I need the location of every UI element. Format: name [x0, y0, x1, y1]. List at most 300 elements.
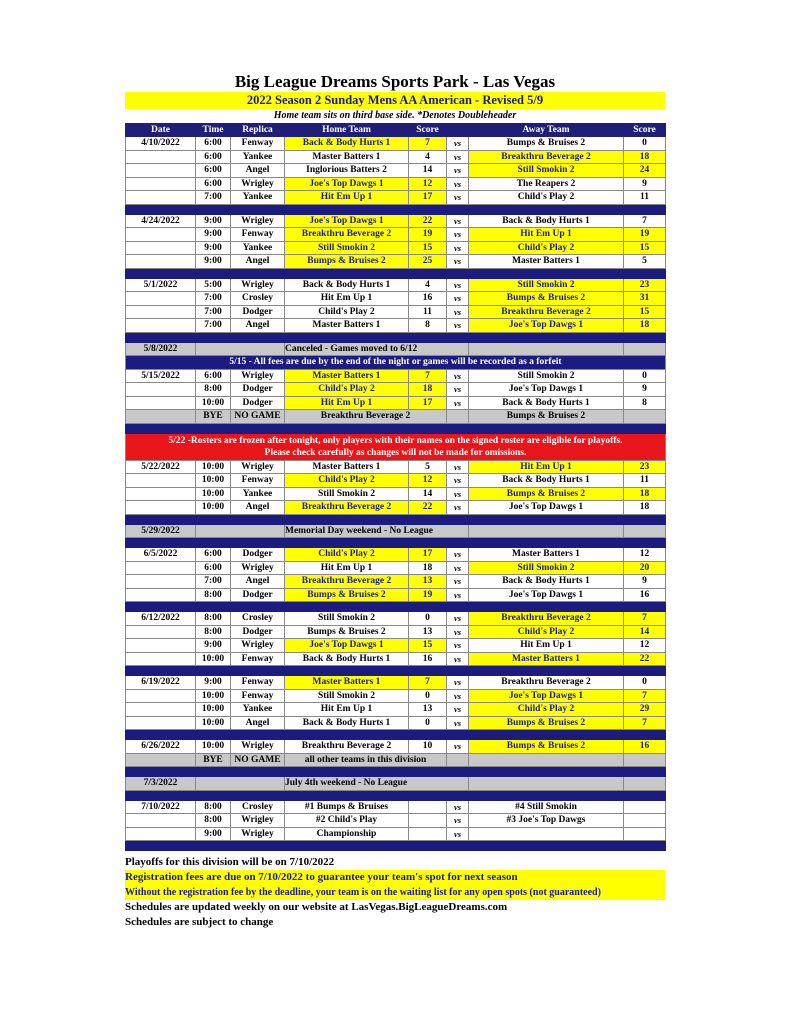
game-row: [126, 716, 666, 730]
away-team: Back & Body Hurts 1: [469, 396, 624, 410]
vs-label: vs: [447, 689, 469, 703]
game-date: [126, 396, 196, 410]
home-score: 17: [409, 396, 447, 410]
game-row: [126, 487, 666, 501]
vs-label: vs: [447, 460, 469, 474]
blank-cell: [126, 753, 196, 767]
week-date: 5/29/2022: [126, 524, 196, 538]
home-score: 5: [409, 460, 447, 474]
game-date: [126, 150, 196, 164]
away-team: Breakthru Beverage 2: [469, 612, 624, 626]
home-team: #2 Child's Play: [285, 814, 409, 828]
separator-cell: [126, 730, 666, 740]
fees-due-banner: [126, 356, 666, 370]
vs-label: vs: [447, 561, 469, 575]
game-date: 6/5/2022: [126, 548, 196, 562]
home-score: 12: [409, 177, 447, 191]
home-score: 0: [409, 716, 447, 730]
roster-freeze-line-1: 5/22 -Rosters are frozen after tonight, only players with their names on the signed roster are eligible for playoffs.: [168, 435, 623, 446]
game-row: [126, 501, 666, 515]
separator-cell: [126, 538, 666, 548]
game-date: [126, 575, 196, 589]
game-row: [126, 305, 666, 319]
home-score: 4: [409, 150, 447, 164]
week-separator: [126, 790, 666, 800]
away-score: 0: [624, 676, 666, 690]
column-header-home-score: Score: [409, 124, 447, 137]
roster-freeze-line-2: Please check carefully as changes will not be made for omissions.: [264, 447, 527, 458]
game-time: 7:00: [196, 319, 231, 333]
away-score: 23: [624, 278, 666, 292]
playoffs-note: Playoffs for this division will be on 7/10/2022: [125, 856, 335, 868]
game-row: [126, 676, 666, 690]
game-date: [126, 639, 196, 653]
away-score: 23: [624, 460, 666, 474]
game-row: [126, 460, 666, 474]
game-row: [126, 561, 666, 575]
game-time: 8:00: [196, 612, 231, 626]
separator-cell: [126, 602, 666, 612]
away-score: [624, 814, 666, 828]
game-time: 6:00: [196, 164, 231, 178]
home-score: 14: [409, 487, 447, 501]
field-replica: Wrigley: [231, 278, 285, 292]
game-date: [126, 487, 196, 501]
away-score: 5: [624, 255, 666, 269]
game-date: [126, 241, 196, 255]
home-team: Joe's Top Dawgs 1: [285, 214, 409, 228]
fees-due-text: 5/15 - All fees are due by the end of the night or games will be recorded as a forfeit: [126, 356, 666, 370]
away-team: Back & Body Hurts 1: [469, 575, 624, 589]
vs-label: vs: [447, 703, 469, 717]
game-row: [126, 150, 666, 164]
away-team: Master Batters 1: [469, 652, 624, 666]
game-date: [126, 191, 196, 205]
game-time: 8:00: [196, 814, 231, 828]
week-separator: [126, 514, 666, 524]
vs-label: vs: [447, 474, 469, 488]
field-replica: Wrigley: [231, 561, 285, 575]
home-team: Child's Play 2: [285, 474, 409, 488]
game-row: [126, 292, 666, 306]
game-date: [126, 319, 196, 333]
game-time: 10:00: [196, 487, 231, 501]
game-time: 5:00: [196, 278, 231, 292]
column-header-replica: Replica: [231, 124, 285, 137]
away-score: 12: [624, 639, 666, 653]
field-replica: Dodger: [231, 548, 285, 562]
home-team: Master Batters 1: [285, 150, 409, 164]
game-time: 7:00: [196, 191, 231, 205]
game-date: 5/1/2022: [126, 278, 196, 292]
away-score: 20: [624, 561, 666, 575]
home-score: 17: [409, 191, 447, 205]
game-row: [126, 612, 666, 626]
no-games-row: [126, 524, 666, 538]
home-team: Hit Em Up 1: [285, 292, 409, 306]
home-score: 22: [409, 214, 447, 228]
separator-cell: [126, 767, 666, 777]
separator-cell: [126, 790, 666, 800]
blank-cell: [469, 524, 624, 538]
blank-cell: [196, 777, 285, 791]
away-score: 7: [624, 716, 666, 730]
vs-label: vs: [447, 501, 469, 515]
game-date: [126, 255, 196, 269]
column-header-date: Date: [126, 124, 196, 137]
away-score: [624, 800, 666, 814]
game-time: 8:00: [196, 383, 231, 397]
game-date: 6/12/2022: [126, 612, 196, 626]
home-team: Master Batters 1: [285, 319, 409, 333]
home-score: 7: [409, 676, 447, 690]
game-row: [126, 689, 666, 703]
field-replica: Wrigley: [231, 214, 285, 228]
away-score: 11: [624, 474, 666, 488]
column-header-vs: [447, 124, 469, 137]
home-team: Hit Em Up 1: [285, 703, 409, 717]
field-replica: Crosley: [231, 800, 285, 814]
game-row: [126, 137, 666, 151]
home-team: Joe's Top Dawgs 1: [285, 639, 409, 653]
blank-cell: [469, 777, 624, 791]
game-time: 9:00: [196, 676, 231, 690]
game-row: [126, 703, 666, 717]
week-separator: [126, 332, 666, 342]
game-row: [126, 474, 666, 488]
game-time: 10:00: [196, 460, 231, 474]
home-team: Back & Body Hurts 1: [285, 278, 409, 292]
game-time: 9:00: [196, 241, 231, 255]
game-time: 6:00: [196, 561, 231, 575]
away-team: Child's Play 2: [469, 191, 624, 205]
game-time: 6:00: [196, 177, 231, 191]
field-replica: Yankee: [231, 150, 285, 164]
home-team: Breakthru Beverage 2: [285, 501, 409, 515]
bye-team: all other teams in this division: [285, 753, 447, 767]
vs-label: vs: [447, 740, 469, 754]
game-time: 6:00: [196, 369, 231, 383]
away-score: 14: [624, 625, 666, 639]
game-row: [126, 575, 666, 589]
field-replica: Yankee: [231, 241, 285, 255]
game-row: [126, 255, 666, 269]
home-score: 18: [409, 561, 447, 575]
home-score: 19: [409, 588, 447, 602]
schedule-table: [125, 123, 666, 851]
bye-team-away: Bumps & Bruises 2: [469, 410, 624, 424]
no-game-label: NO GAME: [231, 753, 285, 767]
away-team: The Reapers 2: [469, 177, 624, 191]
away-team: Still Smokin 2: [469, 278, 624, 292]
away-score: 9: [624, 383, 666, 397]
home-team: Back & Body Hurts 1: [285, 716, 409, 730]
game-date: [126, 292, 196, 306]
home-team: Hit Em Up 1: [285, 561, 409, 575]
game-row: [126, 383, 666, 397]
home-team: Child's Play 2: [285, 305, 409, 319]
field-replica: Angel: [231, 716, 285, 730]
bye-team-away: [469, 753, 624, 767]
home-team: Master Batters 1: [285, 676, 409, 690]
separator-cell: [126, 514, 666, 524]
no-games-note: Canceled - Games moved to 6/12: [285, 342, 469, 356]
home-score: 15: [409, 639, 447, 653]
away-team: Hit Em Up 1: [469, 639, 624, 653]
away-score: [624, 827, 666, 841]
away-team: #3 Joe's Top Dawgs: [469, 814, 624, 828]
home-score: 16: [409, 652, 447, 666]
vs-label: vs: [447, 639, 469, 653]
away-score: 8: [624, 396, 666, 410]
week-separator: [126, 730, 666, 740]
field-replica: Crosley: [231, 292, 285, 306]
away-team: Child's Play 2: [469, 241, 624, 255]
away-score: 29: [624, 703, 666, 717]
game-time: 9:00: [196, 639, 231, 653]
game-time: 10:00: [196, 703, 231, 717]
vs-label: vs: [447, 487, 469, 501]
away-score: 7: [624, 689, 666, 703]
vs-label: vs: [447, 575, 469, 589]
vs-label: vs: [447, 814, 469, 828]
field-replica: Fenway: [231, 474, 285, 488]
game-date: [126, 814, 196, 828]
game-row: [126, 800, 666, 814]
home-team: Master Batters 1: [285, 369, 409, 383]
home-score: 11: [409, 305, 447, 319]
game-date: [126, 588, 196, 602]
field-replica: Wrigley: [231, 460, 285, 474]
vs-label: vs: [447, 625, 469, 639]
game-time: 10:00: [196, 740, 231, 754]
game-time: 10:00: [196, 501, 231, 515]
blank-cell: [126, 410, 196, 424]
vs-label: vs: [447, 548, 469, 562]
away-score: 0: [624, 369, 666, 383]
home-team: Back & Body Hurts 1: [285, 652, 409, 666]
away-team: Child's Play 2: [469, 703, 624, 717]
game-date: 6/19/2022: [126, 676, 196, 690]
schedule-document: [125, 72, 665, 930]
bye-row: [126, 753, 666, 767]
home-team: Still Smokin 2: [285, 487, 409, 501]
field-replica: Dodger: [231, 305, 285, 319]
game-date: [126, 164, 196, 178]
away-score: 18: [624, 487, 666, 501]
week-separator: [126, 841, 666, 851]
separator-cell: [126, 204, 666, 214]
game-row: [126, 214, 666, 228]
column-header-home-team: Home Team: [285, 124, 409, 137]
no-games-note: Memorial Day weekend - No League: [285, 524, 469, 538]
no-games-note: July 4th weekend - No League: [285, 777, 469, 791]
away-score: 22: [624, 652, 666, 666]
home-score: 13: [409, 703, 447, 717]
game-date: [126, 228, 196, 242]
game-time: 6:00: [196, 548, 231, 562]
away-team: Still Smokin 2: [469, 164, 624, 178]
away-team: Back & Body Hurts 1: [469, 474, 624, 488]
game-row: [126, 548, 666, 562]
game-date: [126, 716, 196, 730]
away-team: Joe's Top Dawgs 1: [469, 689, 624, 703]
week-separator: [126, 268, 666, 278]
home-team: Breakthru Beverage 2: [285, 575, 409, 589]
away-score: 18: [624, 150, 666, 164]
home-team: Joe's Top Dawgs 1: [285, 177, 409, 191]
subject-to-change-note: Schedules are subject to change: [125, 916, 274, 928]
field-replica: Wrigley: [231, 177, 285, 191]
away-score: 12: [624, 548, 666, 562]
home-score: 14: [409, 164, 447, 178]
season-subtitle: 2022 Season 2 Sunday Mens AA American - Revised 5/9: [125, 92, 665, 109]
separator-cell: [126, 841, 666, 851]
home-score: [409, 800, 447, 814]
roster-freeze-banner: [126, 433, 666, 460]
home-score: [409, 814, 447, 828]
vs-label: vs: [447, 191, 469, 205]
away-score: 16: [624, 740, 666, 754]
vs-label: vs: [447, 241, 469, 255]
game-row: [126, 164, 666, 178]
away-team: Child's Play 2: [469, 625, 624, 639]
home-team: #1 Bumps & Bruises: [285, 800, 409, 814]
away-team: [469, 827, 624, 841]
game-row: [126, 639, 666, 653]
field-replica: Yankee: [231, 191, 285, 205]
page-title: Big League Dreams Sports Park - Las Vegas: [234, 72, 556, 91]
game-time: 10:00: [196, 689, 231, 703]
game-row: [126, 278, 666, 292]
game-time: 7:00: [196, 575, 231, 589]
game-date: 7/10/2022: [126, 800, 196, 814]
vs-label: vs: [447, 150, 469, 164]
game-time: 9:00: [196, 827, 231, 841]
home-team: Back & Body Hurts 1: [285, 137, 409, 151]
away-team: Breakthru Beverage 2: [469, 676, 624, 690]
field-replica: Yankee: [231, 487, 285, 501]
game-row: [126, 177, 666, 191]
field-replica: Fenway: [231, 676, 285, 690]
separator-cell: [126, 666, 666, 676]
field-replica: Wrigley: [231, 827, 285, 841]
field-replica: Angel: [231, 255, 285, 269]
vs-label: vs: [447, 228, 469, 242]
vs-label: vs: [447, 396, 469, 410]
blank-cell: [624, 524, 666, 538]
home-score: 13: [409, 625, 447, 639]
field-replica: Wrigley: [231, 639, 285, 653]
home-score: 4: [409, 278, 447, 292]
home-team: Child's Play 2: [285, 383, 409, 397]
home-team: Still Smokin 2: [285, 612, 409, 626]
blank-cell: [624, 410, 666, 424]
game-date: 5/15/2022: [126, 369, 196, 383]
field-replica: Fenway: [231, 137, 285, 151]
game-date: [126, 177, 196, 191]
field-replica: Dodger: [231, 396, 285, 410]
field-replica: Dodger: [231, 383, 285, 397]
game-row: [126, 191, 666, 205]
vs-label: vs: [447, 255, 469, 269]
game-row: [126, 588, 666, 602]
field-replica: Fenway: [231, 652, 285, 666]
blank-cell: [469, 342, 624, 356]
column-header-away-score: Score: [624, 124, 666, 137]
vs-label: vs: [447, 369, 469, 383]
home-score: 0: [409, 689, 447, 703]
game-date: [126, 652, 196, 666]
column-header-away-team: Away Team: [469, 124, 624, 137]
away-team: Joe's Top Dawgs 1: [469, 588, 624, 602]
home-team: Inglorious Batters 2: [285, 164, 409, 178]
home-score: 8: [409, 319, 447, 333]
game-time: 9:00: [196, 255, 231, 269]
blank-cell: [447, 410, 469, 424]
home-team: Championship: [285, 827, 409, 841]
away-team: Back & Body Hurts 1: [469, 214, 624, 228]
game-time: 6:00: [196, 150, 231, 164]
away-team: Joe's Top Dawgs 1: [469, 501, 624, 515]
home-team: Bumps & Bruises 2: [285, 588, 409, 602]
field-replica: Angel: [231, 575, 285, 589]
game-date: [126, 703, 196, 717]
vs-label: vs: [447, 588, 469, 602]
game-time: 7:00: [196, 305, 231, 319]
away-team: Breakthru Beverage 2: [469, 305, 624, 319]
no-game-label: NO GAME: [231, 410, 285, 424]
away-team: Master Batters 1: [469, 548, 624, 562]
field-replica: Fenway: [231, 228, 285, 242]
separator-cell: [126, 423, 666, 433]
separator-cell: [126, 268, 666, 278]
week-separator: [126, 602, 666, 612]
field-replica: Dodger: [231, 588, 285, 602]
week-separator: [126, 204, 666, 214]
schedule-body: [126, 137, 666, 851]
away-score: 31: [624, 292, 666, 306]
blank-cell: [196, 342, 285, 356]
game-row: [126, 625, 666, 639]
game-time: 6:00: [196, 137, 231, 151]
game-row: [126, 814, 666, 828]
vs-label: vs: [447, 383, 469, 397]
field-replica: Angel: [231, 501, 285, 515]
home-team: Master Batters 1: [285, 460, 409, 474]
vs-label: vs: [447, 164, 469, 178]
game-time: 7:00: [196, 292, 231, 306]
field-replica: Wrigley: [231, 369, 285, 383]
game-row: [126, 827, 666, 841]
game-date: 4/10/2022: [126, 137, 196, 151]
vs-label: vs: [447, 676, 469, 690]
away-score: 7: [624, 612, 666, 626]
game-time: 8:00: [196, 588, 231, 602]
game-row: [126, 241, 666, 255]
week-separator: [126, 423, 666, 433]
vs-label: vs: [447, 214, 469, 228]
game-row: [126, 228, 666, 242]
week-date: 5/8/2022: [126, 342, 196, 356]
game-time: 10:00: [196, 716, 231, 730]
blank-cell: [624, 342, 666, 356]
field-replica: Angel: [231, 319, 285, 333]
home-score: [409, 827, 447, 841]
home-score: 12: [409, 474, 447, 488]
home-team: Child's Play 2: [285, 548, 409, 562]
game-date: 5/22/2022: [126, 460, 196, 474]
